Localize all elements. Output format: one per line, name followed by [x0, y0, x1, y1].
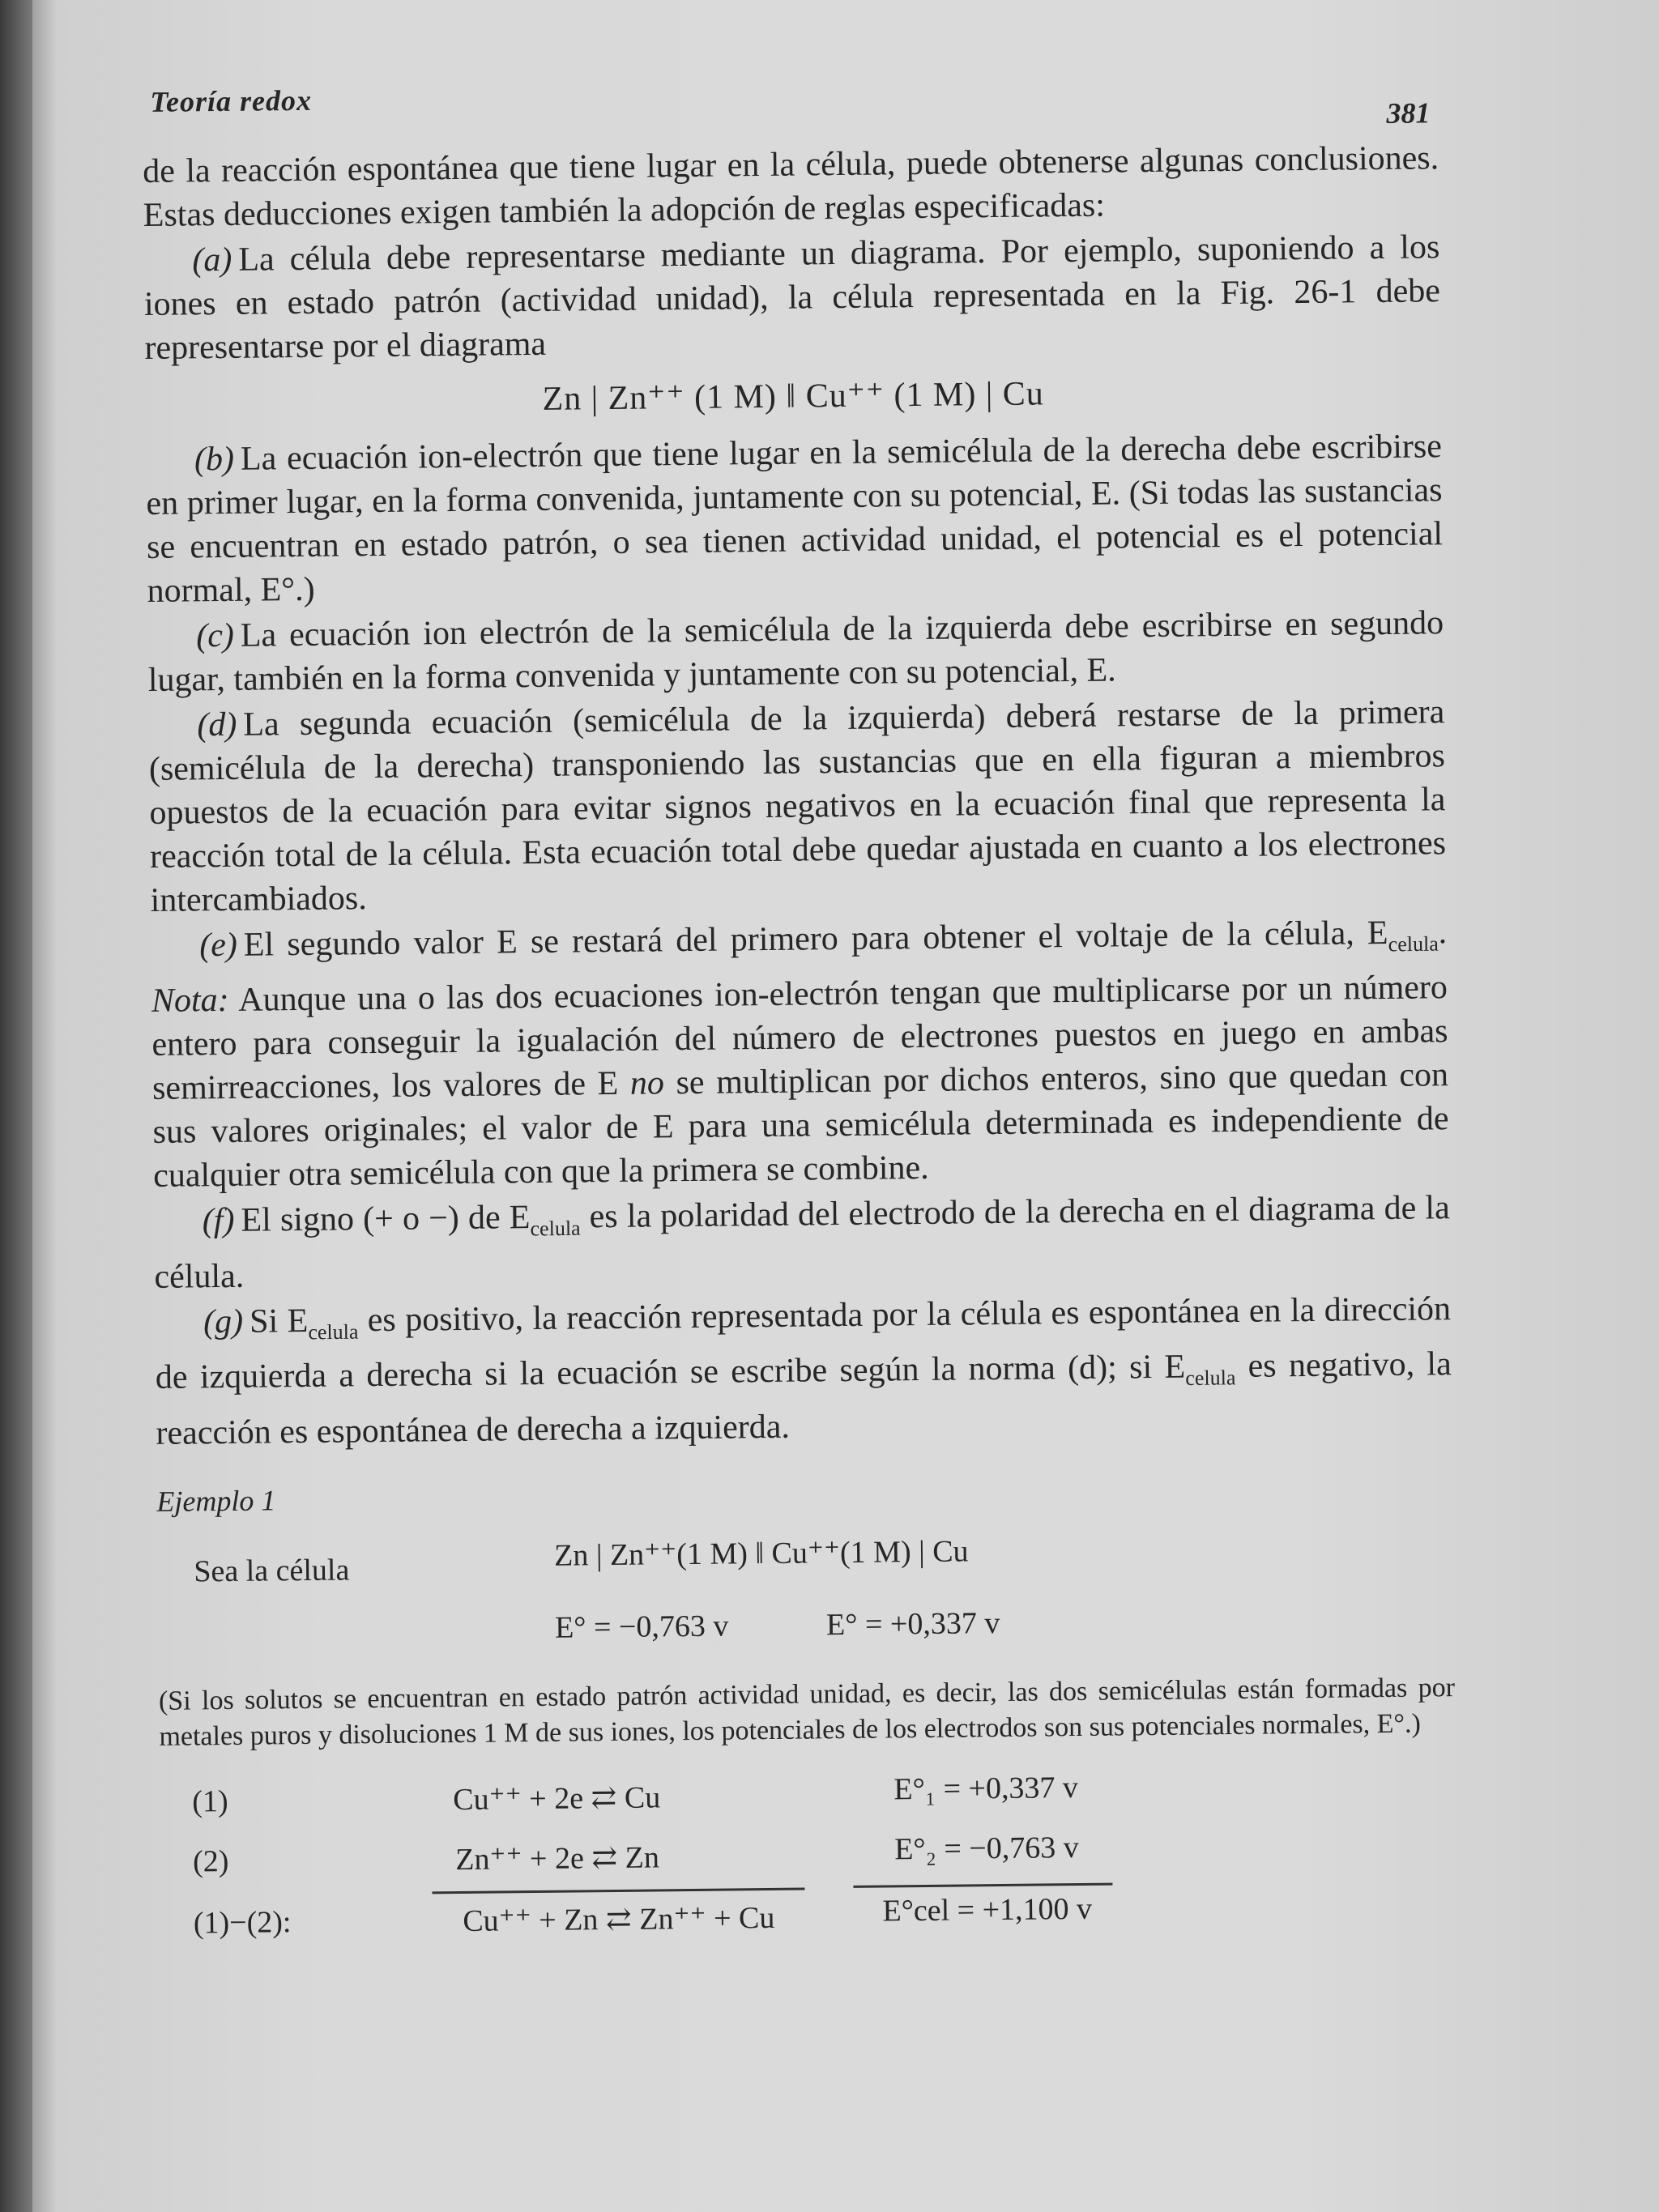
rule-f-marker: (f) — [202, 1202, 235, 1240]
rule-f-text-2: es la polaridad del electrodo de la derecha en el diagrama de la célula. — [154, 1189, 1450, 1296]
example-title: Ejemplo 1 — [156, 1483, 276, 1518]
page-number: 381 — [1386, 96, 1431, 130]
rule-a-text: La célula debe representarse mediante un diagrama. Por ejemplo, suponiendo a los iones en estado patrón (actividad unidad), la célula representada en la Fig. 26-1 debe representarse por el diagrama — [143, 228, 1441, 367]
rule-g-subscript-1: celula — [308, 1319, 359, 1345]
equation-label: (1)−(2): — [193, 1904, 292, 1941]
equation-reaction: Cu⁺⁺ + Zn ⇄ Zn⁺⁺ + Cu — [463, 1900, 775, 1938]
rule-c-paragraph — [147, 601, 1444, 702]
rule-c-marker: (c) — [195, 616, 235, 655]
example-potentials — [158, 1597, 1455, 1676]
equation-potential: E°₂ = −0,763 v — [893, 1830, 1079, 1866]
rule-g-subscript-2: celula — [1185, 1366, 1236, 1391]
equation-reaction: Zn⁺⁺ + 2e ⇄ Zn — [455, 1839, 660, 1877]
rule-b-marker: (b) — [194, 440, 235, 479]
equation-potential: E°cel = +1,100 v — [882, 1891, 1093, 1929]
rule-e-text-4: se multiplican por dichos enteros, sino que quedan con sus valores originales; el valor de E para una semicélula determinada es independiente de cualquier otra semicélula con que la primera se combine. — [152, 1056, 1449, 1196]
rule-e-no: no — [629, 1064, 665, 1103]
rule-d-marker: (d) — [197, 705, 237, 744]
rule-c-text: La ecuación ion electrón de la semicélula de la izquierda debe escribirse en segundo lugar, también en la forma convenida y juntamente con su potencial, E. — [147, 604, 1444, 699]
rule-a-paragraph — [143, 225, 1441, 370]
book-binding-shadow — [0, 0, 32, 2212]
equation-row — [161, 1890, 1134, 1958]
rule-d-paragraph — [148, 690, 1447, 923]
rule-e-text-3: Aunque una o las dos ecuaciones ion-electrón tengan que multiplicarse por un número entero para conseguir la igualación del número de electrones puestos en juego en ambas semirreacciones, los valores de E — [151, 969, 1448, 1108]
cell-diagram-formula: Zn | Zn⁺⁺ (1 M) ‖ Cu⁺⁺ (1 M) | Cu — [542, 375, 1045, 418]
equation-label: (2) — [192, 1843, 229, 1879]
running-head: Teoría redox — [150, 83, 313, 118]
rule-g-text-2: es positivo, la reacción representada por la célula es espontánea en la dirección de izquierda a derecha si la ecuación se escribe según la norma (d); si E — [155, 1289, 1452, 1397]
rule-e-text-1: El segundo valor E se restará del primero para obtener el voltaje de la célula, E — [243, 914, 1388, 964]
rule-g-text-3: es negativo, la reacción es espontánea de derecha a izquierda. — [156, 1345, 1452, 1452]
rule-f-subscript: celula — [530, 1217, 581, 1241]
example-cell-diagram: Zn | Zn⁺⁺(1 M) ‖ Cu⁺⁺(1 M) | Cu — [553, 1533, 969, 1573]
intro-paragraph: de la reacción espontánea que tiene lugar en la célula, puede obtenerse algunas conclusiones. Estas deducciones exigen también la adopción de reglas especificadas: — [142, 139, 1439, 234]
rule-a-marker: (a) — [192, 241, 232, 279]
rule-b-paragraph — [146, 424, 1444, 613]
rule-g-marker: (g) — [203, 1302, 244, 1341]
half-reaction-equations — [160, 1766, 1457, 1966]
rule-f-paragraph — [154, 1187, 1451, 1299]
example-note: (Si los solutos se encuentran en estado patrón actividad unidad, es decir, las dos semicélulas están formadas por metales puros y disoluciones 1 M de sus iones, los potenciales de los electrodos son sus potenciales normales, E°.) — [158, 1672, 1456, 1752]
example-cell-lead: Sea la célula — [194, 1552, 350, 1588]
rule-e-paragraph — [151, 910, 1449, 1198]
body-text — [143, 136, 1452, 1455]
example-potential-left: E° = −0,763 v — [554, 1609, 729, 1645]
rule-f-text-1: El signo (+ o −) de E — [241, 1199, 531, 1240]
rule-e-nota: Nota: — [151, 982, 229, 1021]
page-header — [142, 63, 1439, 150]
rule-e-text-2: . — [1438, 914, 1448, 952]
rule-e-marker: (e) — [198, 926, 238, 965]
rule-d-text: La segunda ecuación (semicélula de la izquierda) deberá restarse de la primera (semicélula de la derecha) transponiendo las sustancias que en ella figuran a miembros opuestos de la ecuación para evitar signos negativos en la ecuación final que representa la reacción total de la célula. Esta ecuación total debe quedar ajustada en cuanto a los electrones intercambiados. — [148, 693, 1447, 919]
example-potential-right: E° = +0,337 v — [825, 1605, 1000, 1642]
rule-e-subscript: celula — [1388, 931, 1439, 957]
equation-row — [160, 1769, 1132, 1836]
equation-potential: E°₁ = +0,337 v — [893, 1770, 1079, 1806]
equation-label: (1) — [192, 1784, 228, 1819]
example-cell-row — [157, 1528, 1454, 1611]
equation-reaction: Cu⁺⁺ + 2e ⇄ Cu — [453, 1779, 661, 1817]
rule-g-paragraph — [155, 1287, 1452, 1455]
book-page — [142, 63, 1457, 1965]
rule-g-text-1: Si E — [249, 1302, 309, 1340]
rule-b-text: La ecuación ion-electrón que tiene lugar en la semicélula de la derecha debe escribirse en primer lugar, en la forma convenida, juntamente con su potencial, E. (Si todas las sustancias se encuentran en estado patrón, o sea tienen actividad unidad, el potencial es el potencial normal, E°.) — [146, 428, 1444, 610]
